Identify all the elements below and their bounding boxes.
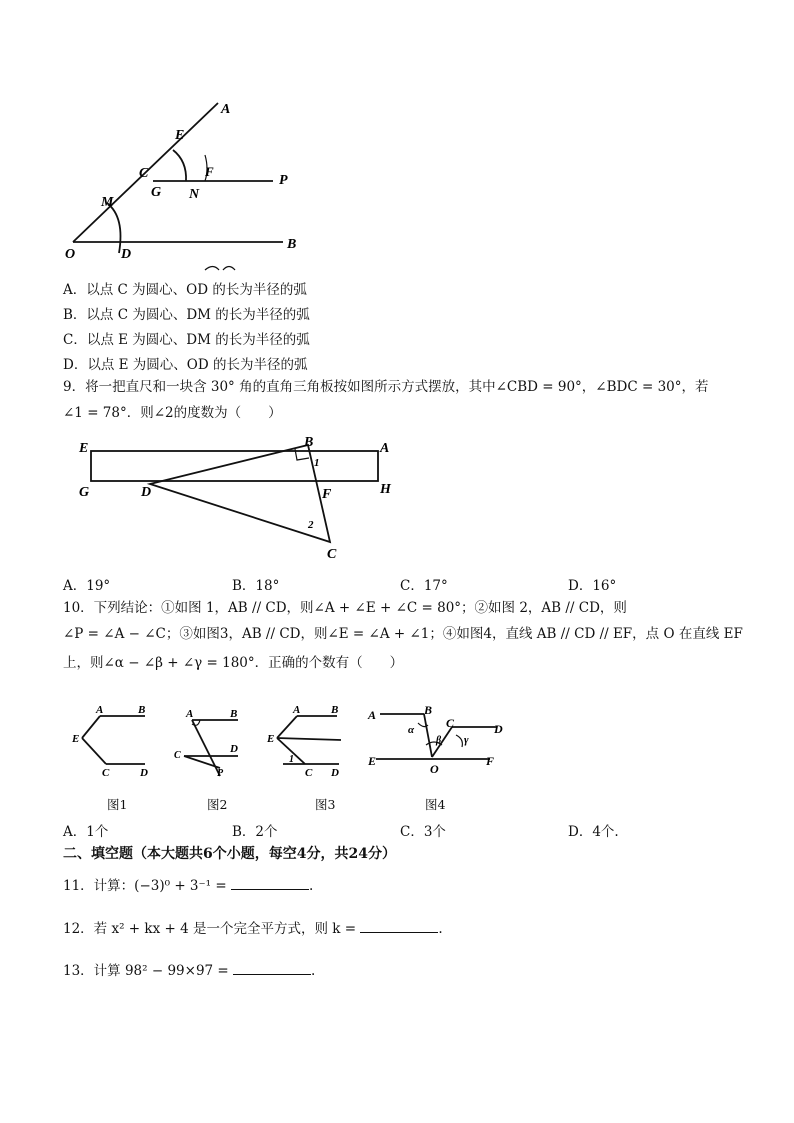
label-gamma: γ [464, 734, 469, 746]
q10-caption-3: 图3 [315, 797, 336, 812]
label-a: A [380, 441, 390, 456]
q8-option-d: D．以点 E 为圆心、OD 的长为半径的弧 [63, 357, 308, 373]
arc-md [107, 203, 121, 253]
q13-text: 13．计算 98² − 99×97 = [63, 963, 229, 979]
label-b: B [424, 703, 433, 717]
q9-option-c: C．17° [400, 578, 448, 594]
label-b: B [287, 237, 297, 252]
label-d: D [230, 743, 238, 755]
label-p: P [279, 173, 288, 188]
label-d: D [140, 767, 148, 779]
q10-option-b: B．2个 [232, 824, 278, 840]
label-e: E [175, 128, 185, 143]
label-c: C [174, 750, 181, 761]
q10-option-a: A．1个 [63, 824, 109, 840]
q10-caption-1: 图1 [107, 797, 128, 812]
label-c: C [139, 166, 149, 181]
q12-text: 12．若 x² + kx + 4 是一个完全平方式，则 k = [63, 921, 357, 937]
q10-caption-4: 图4 [425, 797, 446, 812]
label-b: B [230, 708, 238, 720]
label-a: A [368, 708, 377, 722]
label-e: E [79, 441, 89, 456]
q10-figure-3 [265, 700, 355, 782]
q10-option-d: D．4个. [568, 824, 619, 840]
q13-answer-blank[interactable] [233, 962, 311, 975]
label-a: A [96, 704, 104, 716]
q12 [63, 920, 443, 938]
label-c: C [305, 767, 313, 779]
label-c: C [102, 767, 110, 779]
q10-stem-line2: ∠P = ∠A − ∠C；③如图3，AB // CD，则∠E = ∠A + ∠1；④如图4，直线 AB // CD // EF，点 O 在直线 EF [63, 626, 743, 642]
q9-option-b: B．18° [232, 578, 280, 594]
q9-figure [75, 430, 405, 565]
label-f: F [205, 164, 214, 179]
q11 [63, 877, 313, 895]
label-o: O [65, 247, 76, 262]
label-m: M [101, 195, 114, 210]
label-h: H [380, 482, 391, 497]
q10-figure-1 [70, 700, 160, 782]
q9-option-d: D．16° [568, 578, 617, 594]
label-n: N [189, 187, 200, 202]
q11-text: 11．计算：(−3)⁰ + 3⁻¹ = [63, 878, 227, 894]
section-2-heading: 二、填空题（本大题共6个小题，每空4分，共24分） [63, 846, 396, 862]
label-e: E [267, 733, 275, 745]
label-c: C [327, 547, 337, 562]
label-f: F [486, 754, 495, 768]
q8-option-c: C．以点 E 为圆心、DM 的长为半径的弧 [63, 332, 310, 348]
label-b: B [304, 435, 314, 450]
q12-answer-blank[interactable] [360, 920, 438, 933]
label-g: G [79, 485, 90, 500]
q11-answer-blank[interactable] [231, 877, 309, 890]
label-e: E [368, 754, 377, 768]
label-p: P [217, 768, 224, 779]
label-d: D [121, 247, 132, 262]
label-alpha: α [408, 724, 415, 736]
q8-option-a: A．以点 C 为圆心、OD 的长为半径的弧 [63, 282, 307, 298]
q13-period: . [311, 963, 316, 979]
label-g: G [151, 185, 162, 200]
q8-option-b: B．以点 C 为圆心、DM 的长为半径的弧 [63, 307, 310, 323]
label-d: D [494, 722, 503, 736]
angle-2-label: 2 [308, 519, 314, 531]
label-a: A [293, 704, 301, 716]
angle-1-label: 1 [314, 457, 320, 469]
label-b: B [331, 704, 339, 716]
label-b: B [138, 704, 146, 716]
label-c: C [446, 716, 455, 730]
arc-ef [173, 150, 186, 181]
q12-period: . [438, 921, 443, 937]
q10-stem-line3: 上，则∠α − ∠β + ∠γ = 180°．正确的个数有（ ） [63, 655, 404, 671]
q10-option-c: C．3个 [400, 824, 446, 840]
label-angle-1: 1 [289, 754, 294, 765]
q9-stem-line1: 9．将一把直尺和一块含 30° 角的直角三角板按如图所示方式摆放，其中∠CBD = 90°，∠BDC = 30°，若 [63, 379, 709, 395]
q10-stem-line1: 10．下列结论：①如图 1，AB // CD，则∠A + ∠E + ∠C = 80°；②如图 2，AB // CD，则 [63, 600, 627, 616]
q10-figure-2 [170, 700, 255, 782]
q11-period: . [308, 878, 314, 894]
label-d: D [141, 485, 152, 500]
q10-caption-2: 图2 [207, 797, 228, 812]
label-d: D [331, 767, 339, 779]
bottom-arc-mark [205, 267, 235, 271]
q10-figure-4 [362, 695, 512, 785]
label-a: A [221, 102, 231, 117]
ruler [91, 451, 378, 481]
q9-stem-line2: ∠1 = 78°．则∠2的度数为（ ） [63, 405, 282, 421]
label-e: E [72, 733, 80, 745]
q13 [63, 962, 315, 980]
label-a: A [186, 708, 194, 720]
q9-option-a: A．19° [63, 578, 111, 594]
label-o: O [430, 762, 439, 776]
label-beta: β [436, 735, 442, 746]
label-f: F [322, 487, 332, 502]
q8-figure [55, 95, 315, 275]
